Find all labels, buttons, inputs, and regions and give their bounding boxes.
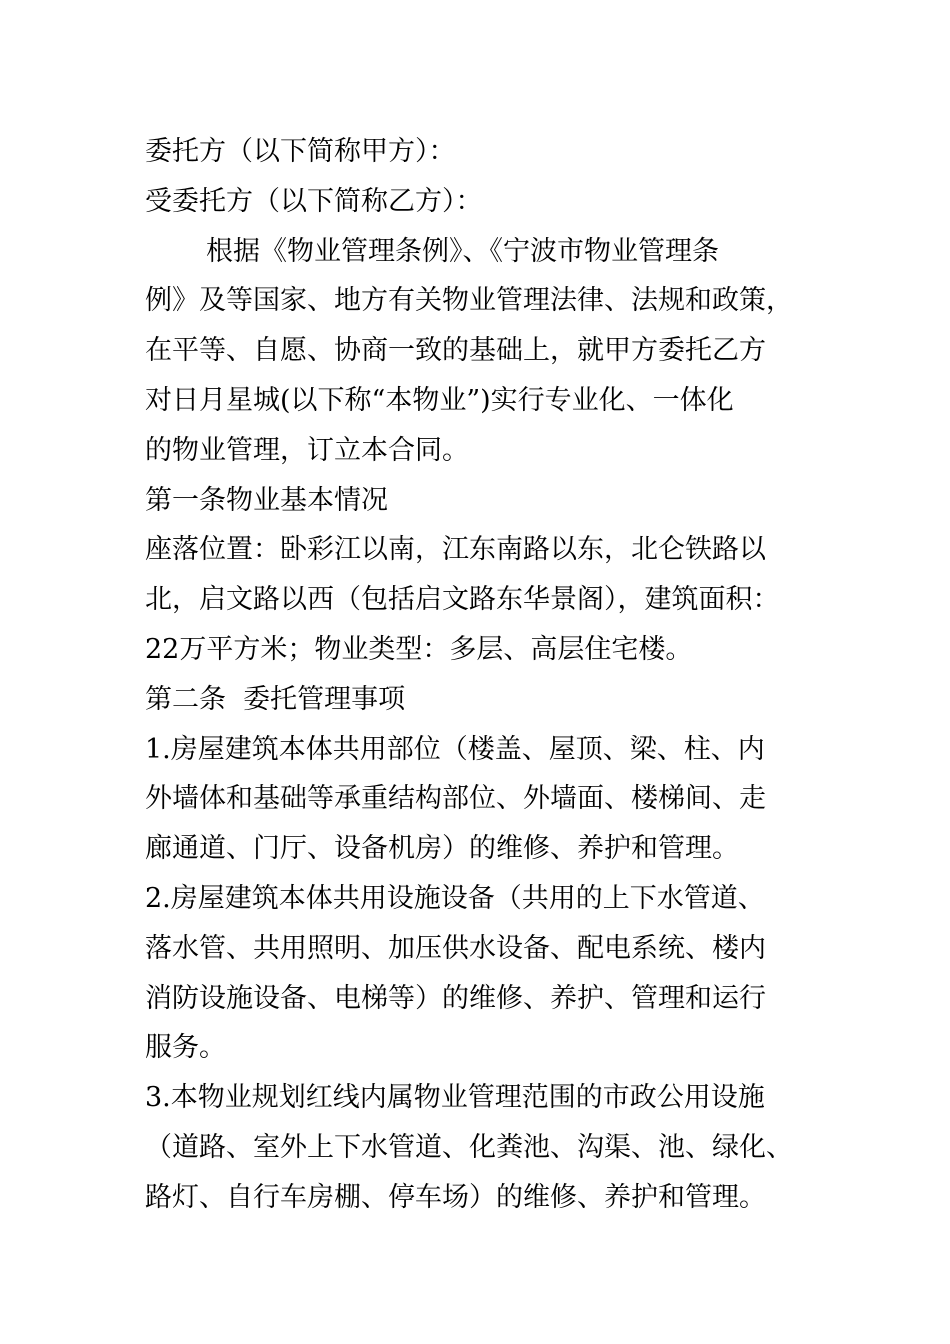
article-1-text: 座落位置：卧彩江以南，江东南路以东，北仑铁路以 — [145, 534, 766, 566]
item-3-text: 3.本物业规划红线内属物业管理范围的市政公用设施 — [145, 1082, 765, 1114]
preamble-line: 对日月星城(以下称“本物业”)实行专业化、一体化 — [145, 384, 734, 416]
item-3-text: 路灯、自行车房棚、停车场）的维修、养护和管理。 — [145, 1181, 766, 1213]
article-1-text: 北，启文路以西（包括启文路东华景阁），建筑面积： — [145, 584, 780, 616]
item-1-text: 外墙体和基础等承重结构部位、外墙面、楼梯间、走 — [145, 783, 766, 815]
document-body — [145, 127, 835, 1223]
item-2-text: 落水管、共用照明、加压供水设备、配电系统、楼内 — [145, 932, 766, 964]
article-1-text: 22万平方米；物业类型：多层、高层住宅楼。 — [145, 633, 693, 665]
item-3-text: （道路、室外上下水管道、化粪池、沟渠、池、绿化、 — [145, 1131, 793, 1163]
party-b-line: 受委托方（以下简称乙方）： — [145, 185, 483, 217]
item-2-text: 服务。 — [145, 1032, 226, 1064]
item-1-text: 1.房屋建筑本体共用部位（楼盖、屋顶、梁、柱、内 — [145, 733, 765, 765]
preamble-line: 例》及等国家、地方有关物业管理法律、法规和政策， — [145, 285, 793, 317]
preamble-line: 根据《物业管理条例》、《宁波市物业管理条 — [206, 235, 719, 267]
item-2-text: 2.房屋建筑本体共用设施设备（共用的上下水管道、 — [145, 882, 765, 914]
preamble-line: 的物业管理，订立本合同。 — [145, 434, 469, 466]
item-2-text: 消防设施设备、电梯等）的维修、养护、管理和运行 — [145, 982, 766, 1014]
item-1-text: 廊通道、门厅、设备机房）的维修、养护和管理。 — [145, 833, 739, 865]
preamble-line: 在平等、自愿、协商一致的基础上，就甲方委托乙方 — [145, 335, 766, 367]
article-2-heading: 第二条 委托管理事项 — [145, 683, 406, 715]
article-1-heading: 第一条物业基本情况 — [145, 484, 388, 516]
party-a-line: 委托方（以下简称甲方）： — [145, 136, 456, 167]
